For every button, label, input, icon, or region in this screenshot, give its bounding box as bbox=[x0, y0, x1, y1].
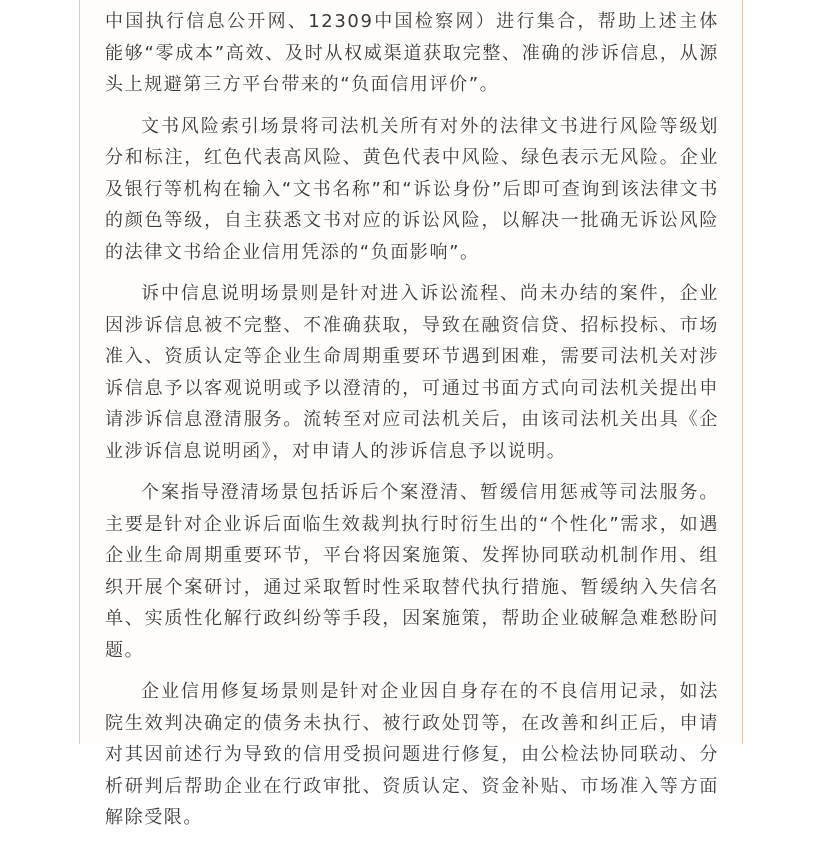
paragraph-continuation: 中国执行信息公开网、12309中国检察网）进行集合，帮助上述主体能够“零成本”高效、及时从权威渠道获取完整、准确的涉诉信息，从源头上规避第三方平台带来的“负面信用评价”。 bbox=[105, 11, 719, 95]
paragraph-document-risk-index: 文书风险索引场景将司法机关所有对外的法律文书进行风险等级划分和标注，红色代表高风险、黄色代表中风险、绿色表示无风险。企业及银行等机构在输入“文书名称”和“诉讼身份”后即可查询到该法律文书的颜色等级，自主获悉文书对应的诉讼风险，以解决一批确无诉讼风险的法律文书给企业信用凭添的“负面影响”。 bbox=[105, 115, 719, 263]
article-body bbox=[105, 6, 719, 844]
paragraph-credit-repair: 企业信用修复场景则是针对企业因自身存在的不良信用记录，如法院生效判决确定的债务未执行、被行政处罚等，在改善和纠正后，申请对其因前述行为导致的信用受损问题进行修复，由公检法协同联动、分析研判后帮助企业在行政审批、资质认定、资金补贴、市场准入等方面解除受限。 bbox=[105, 681, 719, 828]
paragraph-case-guidance-clarification: 个案指导澄清场景包括诉后个案澄清、暂缓信用惩戒等司法服务。主要是针对企业诉后面临生效裁判执行时衍生出的“个性化”需求，如遇企业生命周期重要环节，平台将因案施策、发挥协同联动机制作用、组织开展个案研讨，通过采取暂时性采取替代执行措施、暂缓纳入失信名单、实质性化解行政纠纷等手段，因案施策，帮助企业破解急难愁盼问题。 bbox=[105, 482, 719, 661]
paragraph-litigation-info-explanation: 诉中信息说明场景则是针对进入诉讼流程、尚未办结的案件，企业因涉诉信息被不完整、不准确获取，导致在融资信贷、招标投标、市场准入、资质认定等企业生命周期重要环节遇到困难，需要司法机关对涉诉信息予以客观说明或予以澄清的，可通过书面方式向司法机关提出申请涉诉信息澄清服务。流转至对应司法机关后，由该司法机关出具《企业涉诉信息说明函》，对申请人的涉诉信息予以说明。 bbox=[105, 283, 719, 462]
article-panel bbox=[79, 0, 743, 828]
